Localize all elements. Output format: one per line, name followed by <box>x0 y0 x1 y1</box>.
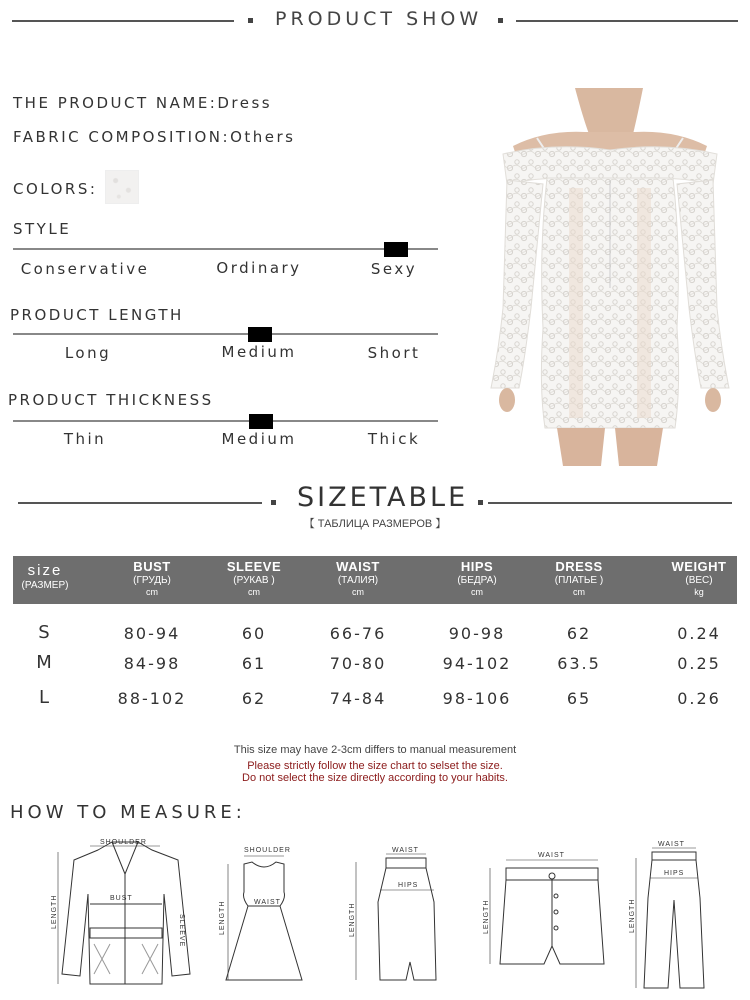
cell-weight: 0.24 <box>677 624 721 643</box>
cell-weight: 0.26 <box>677 689 721 708</box>
product-name-value: Dress <box>217 94 273 112</box>
th-bust-name: BUST <box>133 559 171 574</box>
header-line-left <box>12 20 234 22</box>
cell-waist: 70-80 <box>329 654 387 673</box>
header-dot-right <box>498 18 503 23</box>
cell-hips: 98-106 <box>442 689 512 708</box>
th-sleeve-unit: cm <box>247 587 260 597</box>
th-dress-name: DRESS <box>555 559 603 574</box>
cell-size: M <box>36 652 54 673</box>
th-sleeve <box>227 559 281 598</box>
label-sleeve: SLEEVE <box>178 914 185 948</box>
label-shoulder: SHOULDER <box>244 847 291 854</box>
shorts-measure-diagram <box>478 846 608 976</box>
cell-hips: 94-102 <box>442 654 512 673</box>
label-length: LENGTH <box>483 899 490 934</box>
pants-measure-diagram <box>622 838 732 993</box>
label-hips: HIPS <box>664 870 685 877</box>
cell-size: L <box>38 687 52 708</box>
sizetable-line-right <box>488 502 732 504</box>
th-dress-ru: (ПЛАТЬЕ ) <box>554 575 604 586</box>
length-option-long: Long <box>64 344 112 362</box>
product-name-label: THE PRODUCT NAME: <box>13 94 218 112</box>
cell-sleeve: 61 <box>241 654 267 673</box>
jacket-labels <box>50 834 200 994</box>
length-option-short: Short <box>367 344 421 362</box>
th-weight-ru: (ВЕС) <box>685 575 713 586</box>
sizetable-dot-right <box>478 500 483 505</box>
fabric-value: Others <box>230 128 296 146</box>
cell-bust: 84-98 <box>123 654 181 673</box>
sizetable-title: SIZETABLE <box>297 482 469 513</box>
thickness-option-medium: Medium <box>221 430 297 448</box>
th-weight-name: WEIGHT <box>671 559 727 574</box>
th-bust-unit: cm <box>145 587 158 597</box>
th-hips-unit: cm <box>471 587 483 597</box>
sizetable-subtitle: 【 ТАБЛИЦА РАЗМЕРОВ 】 <box>303 518 447 530</box>
length-title: PRODUCT LENGTH <box>10 306 184 324</box>
thickness-scale-line <box>13 420 438 422</box>
cell-dress: 65 <box>566 689 592 708</box>
label-length: LENGTH <box>629 898 636 933</box>
cell-waist: 74-84 <box>329 689 387 708</box>
style-option-sexy: Sexy <box>370 260 418 278</box>
th-waist <box>336 559 380 598</box>
th-weight <box>672 559 727 598</box>
skirt-measure-diagram <box>340 842 450 992</box>
product-photo <box>485 88 735 468</box>
th-bust <box>133 559 171 598</box>
length-scale-line <box>13 333 438 335</box>
fabric-composition <box>13 128 295 146</box>
th-dress <box>555 559 603 598</box>
th-hips <box>457 559 496 598</box>
cell-bust: 88-102 <box>117 689 187 708</box>
note-measurement: This size may have 2-3cm differs to manual measurement <box>233 744 517 756</box>
thickness-option-thin: Thin <box>63 430 107 448</box>
color-swatch-white[interactable] <box>105 170 139 204</box>
th-weight-unit: kg <box>694 587 704 597</box>
fabric-label: FABRIC COMPOSITION: <box>13 128 231 146</box>
style-option-conservative: Conservative <box>20 260 150 278</box>
style-scale-line <box>13 248 438 250</box>
note-follow-chart: Please strictly follow the size chart to selset the size. <box>247 760 503 772</box>
header-line-right <box>516 20 738 22</box>
label-shoulder: SHOULDER <box>100 839 147 846</box>
colors-label: COLORS: <box>13 180 98 198</box>
cell-dress: 62 <box>566 624 592 643</box>
label-waist: WAIST <box>392 847 419 854</box>
cell-sleeve: 62 <box>241 689 267 708</box>
product-show-title: PRODUCT SHOW <box>275 8 483 30</box>
th-hips-name: HIPS <box>460 559 494 574</box>
label-length: LENGTH <box>51 894 58 929</box>
how-to-measure-title: HOW TO MEASURE: <box>10 802 246 823</box>
length-option-medium: Medium <box>221 343 297 361</box>
thickness-title: PRODUCT THICKNESS <box>8 391 214 409</box>
product-name <box>13 94 272 112</box>
thickness-marker <box>249 414 273 429</box>
cell-weight: 0.25 <box>677 654 721 673</box>
label-bust: BUST <box>110 895 133 902</box>
th-sleeve-name: SLEEVE <box>226 559 282 574</box>
th-waist-unit: cm <box>351 587 364 597</box>
th-waist-ru: (ТАЛИЯ) <box>337 575 379 586</box>
th-waist-name: WAIST <box>336 559 380 574</box>
sizetable-dot-left <box>271 500 276 505</box>
style-title: STYLE <box>13 220 72 238</box>
thickness-option-thick: Thick <box>367 430 421 448</box>
th-dress-unit: cm <box>572 587 585 597</box>
header-dot-left <box>248 18 253 23</box>
cell-hips: 90-98 <box>448 624 506 643</box>
dress-measure-diagram <box>214 840 314 990</box>
th-size-name: size <box>27 562 63 579</box>
label-length: LENGTH <box>219 900 226 935</box>
label-waist: WAIST <box>658 841 685 848</box>
cell-size: S <box>38 622 52 643</box>
cell-bust: 80-94 <box>123 624 181 643</box>
th-size-ru: (РАЗМЕР) <box>21 580 69 591</box>
note-habits: Do not select the size directly according to your habits. <box>242 772 508 784</box>
length-marker <box>248 327 272 342</box>
label-waist: WAIST <box>538 852 565 859</box>
label-length: LENGTH <box>349 902 356 937</box>
label-waist: WAIST <box>254 899 281 906</box>
label-hips: HIPS <box>398 882 419 889</box>
style-marker <box>384 242 408 257</box>
th-size <box>22 562 69 592</box>
th-sleeve-ru: (РУКАВ ) <box>233 575 275 586</box>
cell-dress: 63.5 <box>557 654 601 673</box>
th-hips-ru: (БЕДРА) <box>457 575 497 586</box>
cell-waist: 66-76 <box>329 624 387 643</box>
cell-sleeve: 60 <box>241 624 267 643</box>
style-option-ordinary: Ordinary <box>216 259 302 277</box>
th-bust-ru: (ГРУДЬ) <box>133 575 171 586</box>
sizetable-line-left <box>18 502 262 504</box>
